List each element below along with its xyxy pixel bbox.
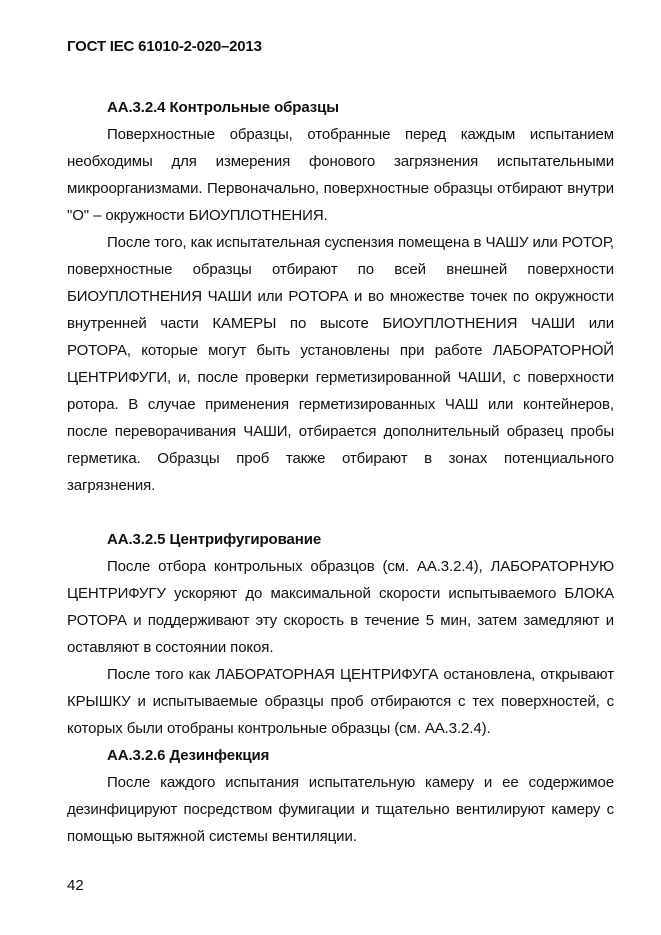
document-header: ГОСТ IEC 61010-2-020–2013 bbox=[67, 38, 262, 55]
document-body bbox=[67, 94, 614, 850]
page-number: 42 bbox=[67, 877, 84, 894]
paragraph: После каждого испытания испытательную камеру и ее содержимое дезинфицируют посредством фумигации и тщательно вентилируют камеру с помощью вытяжной системы вентиляции. bbox=[67, 774, 614, 845]
paragraph: После отбора контрольных образцов (см. АА.3.2.4), ЛАБОРАТОРНУЮ ЦЕНТРИФУГУ ускоряют до максимальной скорости испытываемого БЛОКА РОТОРА и поддерживают эту скорость в течение 5 мин, затем замедляют и оставляют в состоянии покоя. bbox=[67, 558, 614, 656]
section-spacer bbox=[67, 499, 614, 526]
paragraph: После того, как испытательная суспензия помещена в ЧАШУ или РОТОР, поверхностные образцы отбирают по всей внешней поверхности БИОУПЛОТНЕНИЯ ЧАШИ или РОТОРА и во множестве точек по окружности внутренней части КАМЕРЫ по высоте БИОУПЛОТНЕНИЯ ЧАШИ или РОТОРА, которые могут быть установлены при работе ЛАБОРАТОРНОЙ ЦЕНТРИФУГИ, и, после проверки герметизированной ЧАШИ, с поверхности ротора. В случае применения герметизированных ЧАШ или контейнеров, после переворачивания ЧАШИ, отбирается дополнительный образец пробы герметика. Образцы проб также отбирают в зонах потенциального загрязнения. bbox=[67, 234, 614, 494]
paragraph: Поверхностные образцы, отобранные перед каждым испытанием необходимы для измерения фонового загрязнения испытательными микроорганизмами. Первоначально, поверхностные образцы отбирают внутри "О" – окружности БИОУПЛОТНЕНИЯ. bbox=[67, 126, 614, 224]
paragraph: После того как ЛАБОРАТОРНАЯ ЦЕНТРИФУГА остановлена, открывают КРЫШКУ и испытываемые образцы проб отбираются с тех поверхностей, с которых были отобраны контрольные образцы (см. АА.3.2.4). bbox=[67, 666, 614, 737]
section-title-aa-3-2-5: АА.3.2.5 Центрифугирование bbox=[107, 531, 322, 548]
section-title-aa-3-2-6: АА.3.2.6 Дезинфекция bbox=[107, 747, 270, 764]
section-title-aa-3-2-4: АА.3.2.4 Контрольные образцы bbox=[107, 99, 339, 116]
